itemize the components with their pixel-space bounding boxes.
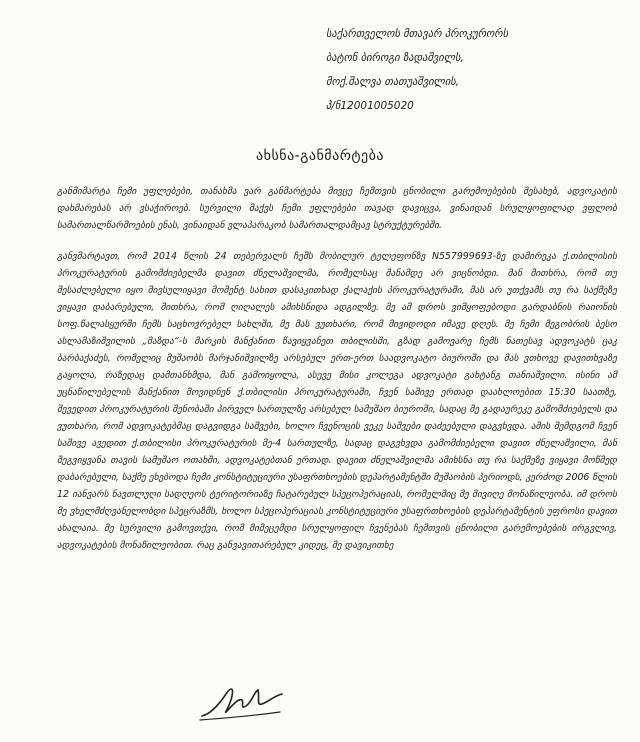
recipient-line: საქართველოს მთავარ პროკურორს [326, 28, 509, 40]
paragraph: განვმარტავთ, რომ 2014 წლის 24 თებერვალს ჩემს მობილურ ტელეფონზე N557999693-ზე დამირეკა ქ.თბილისის პროკურატურის გამომძიებელმა დავით ძნელაშვილმა, რომელსაც მანამდე არ ვიცნობდი. მან მითხრა, რომ თუ შესაძლებელი იყო მივსულიყავი მომენტ სახით დასაკითხად ქალაქის პროკურატურაში, მას არ უთქვამს თუ რა საქმეზე ვიყავი დაბარებული, მითხრა, რომ ღიღალეს ამიხსნიდა ადგილზე. მე ამ დროს ვიმყოფებოდი გარდაბნის რაიონის სოფ.წალასყურში ჩემს საცხოვრებელ სახლში, მე მას ვუთხარი, რომ მივიდოდი იმავე დღეს. მე ჩემი მეგობრის ბესო ასლამაზიშვილის „მაზდა“-ს მარკის მანქანით წავიყვანეთ თბილისში, გზად გამოვარე ჩემს ნათესავ ადვოკატს ცაკ ბარბაქაძეს, რომელიც მუშაობს მარჯანიშვილზე არსებულ ერთ-ერთ საადვოკატო ბიუროში და მას ვთხოვე დავითხვაზე გაყოლა, რაზედაც დამთანხმდა, მან გამოიყოლა, ასევე მისი კოლეგა ადვოკატი გახტანგ თანიაშვილი. ისინი ამ უცნაწილებელის მანქანით მოვიდნენ ქ.თბილისი პროკურატურაში, ჩვენ საშივე ერთად დაახლოებით 15:30 საათზე, შევედით პროკურატურის შენობაში პირველ სართულზე არსებულ სამუშაო ბიუროში, სადაც მე გადაურეკე გამომძიებელს და ვუთხარი, რომ ადვოკატებმაც დაგვიდგა საშვები, ხოლო ჩვენოცის ვეკე საშვები დაძეებული დაგვხვდა. ამის შემდგომ ჩვენ საშივე ავედით ქ.თბილისი პროკურატურის მე-4 სართულზე, სადაც დაგვხვდა გამომძიებელი დავით ძნელაშვილი, მან შეგვიყვანა თავის სამუშაო ოთახში, ადვოკატებთან ერთად. დავით ძნელაშვილმა ამიხსნა თუ რა საქმეზე ვიყავი მოწმედ დაბარებული, საქმე ეხებოდა ჩემი კონსტიტუციური უსაფრთხოების დეპარტამენტში მუშაობის პერიოდს, კერძოდ 2006 წლის 12 იანვარს ნავთლუღი სადღეოს ტერიტორიაზე ჩატარებულ სპეცოპერაციას, რომელშიც მე მივიღე მონაწილეობა. იმ დროს მე ვხელმძღვანელობდი სპეცრაზმს, ხოლო სპეცოპერაციას კონსტიტუციური უსაფრთხოების დეპარტამენტის უფროსი დავით ახალაია. მე სურვილი გამოვთქვი, რომ მიმეცემდი სრულყოფილ ჩვენებას ჩემთვის ცნობილი გარემოებების ირგვლივ, ადვოკატების მონაწილეობით. რაც განვავითარებულ კიდეც, მე დავიკითხე [57, 251, 617, 551]
signature-image [196, 676, 286, 724]
recipient-line: ბატონ ბიროგი ზადაშვილს, [326, 52, 464, 64]
recipient-line: მოქ.შალვა თათუაშვილის, [326, 76, 460, 88]
document-title: ახსნა-განმარტება [256, 148, 384, 164]
signature-scribble [196, 676, 286, 724]
paragraph: განმიმარტა ჩემი უფლებები, თანახმა ვარ განმარტება მივცე ჩემთვის ცნობილი გარემოებების შესახებ, ადვოკატის დახმარებას არ ვსაჭიროებ. სურვილი მაქვს ჩემი უფლებები თავად დავიცვა, ვინაიდან სრულყოფილად ვფლობ სამართალწარმოების ენას, ვინაიდან ვლაპარაკობ სამართალდამცავ სტრუქტურებში. [57, 186, 617, 231]
recipient-id: პ/ნ12001005020 [326, 100, 414, 112]
recipient-block [326, 22, 626, 118]
document-body [57, 183, 617, 568]
